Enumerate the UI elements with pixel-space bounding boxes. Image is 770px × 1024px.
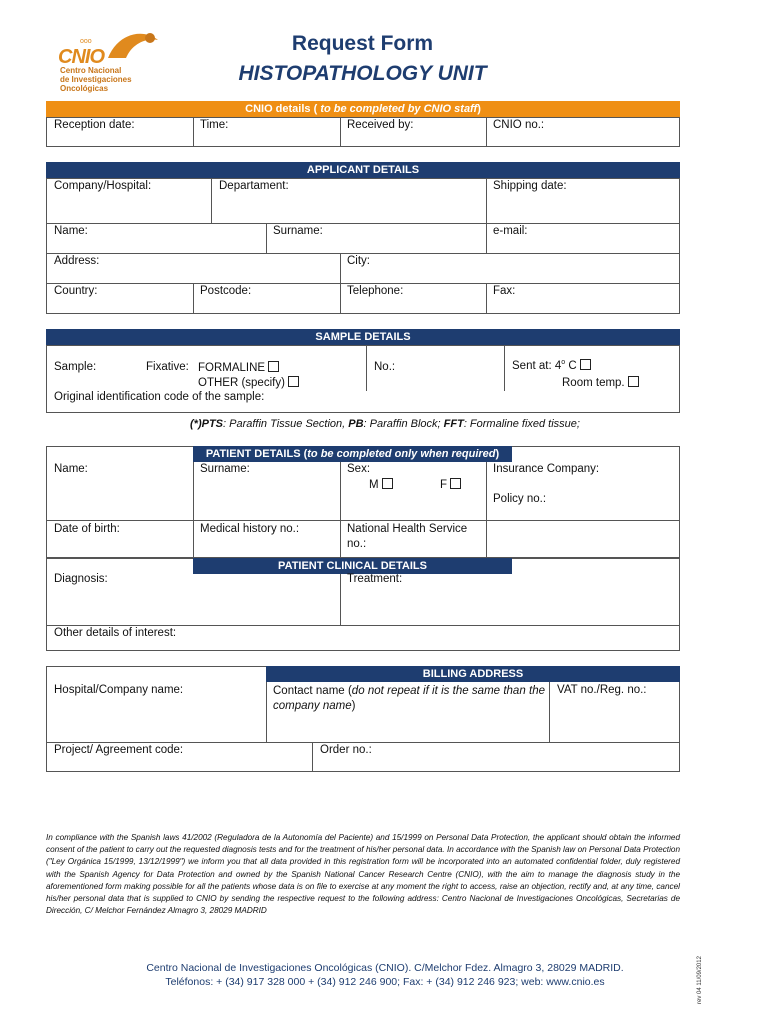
sample-details-header: SAMPLE DETAILS	[46, 329, 680, 345]
order-no-field[interactable]: Order no.:	[320, 744, 372, 756]
received-by-field[interactable]: Received by:	[347, 119, 414, 131]
department-field[interactable]: Departament:	[219, 180, 289, 192]
applicant-surname-field[interactable]: Surname:	[273, 225, 323, 237]
time-field[interactable]: Time:	[200, 119, 229, 131]
other-checkbox[interactable]	[288, 376, 299, 387]
footer-contact: Teléfonos: + (34) 917 328 000 + (34) 912 246 900; Fax: + (34) 912 246 923; web: www.cnio.es	[165, 976, 605, 988]
policy-no-field[interactable]: Policy no.:	[493, 493, 547, 505]
room-temp-option[interactable]: Room temp.	[562, 376, 639, 389]
patient-details-header: PATIENT DETAILS (to be completed only when required)	[193, 446, 512, 462]
patient-surname-field[interactable]: Surname:	[200, 463, 250, 475]
sex-label: Sex:	[347, 463, 371, 475]
logo-word: CNIO	[58, 46, 104, 68]
contact-name-field[interactable]: Contact name (do not repeat if it is the same than the company name)	[273, 685, 545, 712]
formaline-checkbox[interactable]	[268, 361, 279, 372]
postcode-field[interactable]: Postcode:	[200, 285, 252, 297]
applicant-name-field[interactable]: Name:	[54, 225, 88, 237]
hospital-company-name-field[interactable]: Hospital/Company name:	[54, 684, 184, 696]
sent-4c-checkbox[interactable]	[580, 359, 591, 370]
address-field[interactable]: Address:	[54, 255, 100, 267]
logo-subtitle: Centro Nacional de Investigaciones Oncológicas	[60, 66, 132, 93]
patient-name-field[interactable]: Name:	[54, 463, 88, 475]
form-title: Request Form	[291, 32, 434, 55]
sample-abbreviation-note: (*)PTS: Paraffin Tissue Section, PB: Paraffin Block; FFT: Formaline fixed tissue;	[190, 418, 580, 430]
diagnosis-field[interactable]: Diagnosis:	[54, 573, 108, 585]
insurance-company-field[interactable]: Insurance Company:	[493, 463, 600, 475]
revision-label: rev 04 11/09/2012	[697, 956, 703, 1004]
treatment-field[interactable]: Treatment:	[347, 573, 403, 585]
cnio-no-field[interactable]: CNIO no.:	[493, 119, 545, 131]
other-details-field[interactable]: Other details of interest:	[54, 627, 177, 639]
clinical-details-header: PATIENT CLINICAL DETAILS	[193, 558, 512, 574]
nhs-no-field-line2: no.:	[347, 538, 367, 550]
telephone-field[interactable]: Telephone:	[347, 285, 404, 297]
cnio-details-header: CNIO details ( to be completed by CNIO staff)	[46, 101, 680, 117]
company-hospital-field[interactable]: Company/Hospital:	[54, 180, 152, 192]
email-field[interactable]: e-mail:	[493, 225, 528, 237]
male-checkbox[interactable]	[382, 478, 393, 489]
original-id-field[interactable]: Original identification code of the sample:	[54, 391, 265, 403]
female-checkbox[interactable]	[450, 478, 461, 489]
logo-dots: ooo	[80, 38, 92, 45]
sample-no-field[interactable]: No.:	[374, 361, 396, 373]
vat-no-field[interactable]: VAT no./Reg. no.:	[557, 684, 647, 696]
formaline-option[interactable]: FORMALINE	[198, 361, 279, 374]
unit-title: HISTOPATHOLOGY UNIT	[238, 62, 487, 85]
applicant-details-header: APPLICANT DETAILS	[46, 162, 680, 178]
other-option[interactable]: OTHER (specify)	[198, 376, 299, 389]
project-agreement-code-field[interactable]: Project/ Agreement code:	[54, 744, 184, 756]
shipping-date-field[interactable]: Shipping date:	[493, 180, 567, 192]
sample-type-field[interactable]: Sample:	[54, 361, 97, 373]
nhs-no-field[interactable]: National Health Service	[347, 523, 468, 535]
reception-date-field[interactable]: Reception date:	[54, 119, 135, 131]
date-of-birth-field[interactable]: Date of birth:	[54, 523, 120, 535]
room-temp-checkbox[interactable]	[628, 376, 639, 387]
sex-male-option[interactable]: M	[369, 478, 393, 491]
city-field[interactable]: City:	[347, 255, 370, 267]
country-field[interactable]: Country:	[54, 285, 98, 297]
fax-field[interactable]: Fax:	[493, 285, 516, 297]
footer-address: Centro Nacional de Investigaciones Oncológicas (CNIO). C/Melchor Fdez. Almagro 3, 28029 MADRID.	[146, 962, 624, 974]
sent-at-4c-option[interactable]: Sent at: 4$^o$ C	[512, 359, 591, 372]
sex-female-option[interactable]: F	[440, 478, 461, 491]
fixative-label: Fixative:	[146, 361, 189, 373]
data-protection-notice: In compliance with the Spanish laws 41/2002 (Reguladora de la Autonomía del Paciente) and 15/1999 on Personal Data Protection, the applicant should obtain the informed consent of the patient to carry out the requested diagnosis tests and for the treatment of his/her personal data. In accordance with the Spanish law on Personal Data Protection ("Ley Orgánica 15/1999, 13/12/1999") we inform you that all data provided in this registration form will be incorporated into an automated confidential folder, duly registered with the Spanish Agency for Data Protection and owned by the Spanish National Cancer Research Centre (CNIO), with the aim to manage the diagnosis study in the aforementioned form making possible for all the patients whose data is on file to exercise at any moment the right to access, raise an objection, rectify and, at any time, cancel his/her personal data that is supplied to CNIO by sending the respective request to the following address: Centro Nacional de Investigaciones Oncológicas, Secretarias de Dirección, C/ Melchor Fernández Almagro 3, 28029 MADRID	[46, 833, 680, 916]
billing-address-header: BILLING ADDRESS	[266, 666, 680, 682]
medical-history-field[interactable]: Medical history no.:	[200, 523, 300, 535]
